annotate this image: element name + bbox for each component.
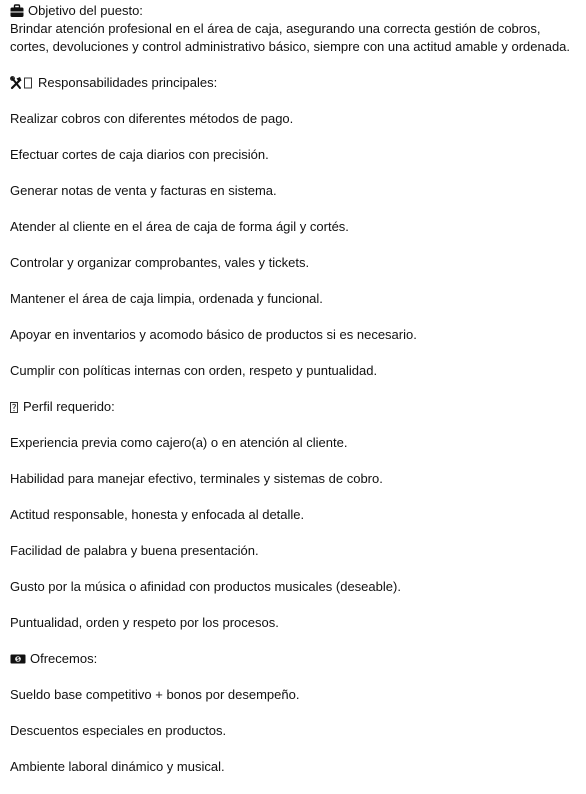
svg-text:$: $ [16,657,20,664]
list-item: Facilidad de palabra y buena presentación. [10,543,259,558]
list-item: Descuentos especiales en productos. [10,723,227,738]
responsibilities-heading-label: Responsabilidades principales: [38,75,218,90]
objective-text: Brindar atención profesional en el área de caja, asegurando una correcta gestión de cobros, cortes, devoluciones y control administrativo básico, siempre con una actitud amable y ordenada. [10,21,571,54]
list-item: Cumplir con políticas internas con orden, respeto y puntualidad. [10,363,378,378]
list-item: Realizar cobros con diferentes métodos de pago. [10,111,294,126]
tools-icon [10,76,34,90]
list-item: Atender al cliente en el área de caja de forma ágil y cortés. [10,219,349,234]
offer-list [10,686,576,776]
list-item: Puntualidad, orden y respeto por los procesos. [10,615,279,630]
list-item: Habilidad para manejar efectivo, terminales y sistemas de cobro. [10,471,383,486]
list-item: Experiencia previa como cajero(a) o en atención al cliente. [10,435,348,450]
profile-heading-label: Perfil requerido: [23,399,115,414]
responsibilities-list [10,110,576,380]
briefcase-icon [10,4,24,18]
objective-heading-label: Objetivo del puesto: [28,3,143,18]
objective-heading [10,2,576,20]
missing-glyph-icon [10,400,19,414]
list-item: Controlar y organizar comprobantes, vales y tickets. [10,255,310,270]
responsibilities-heading [10,74,576,92]
list-item: Ambiente laboral dinámico y musical. [10,759,225,774]
profile-list [10,434,576,632]
list-item: Efectuar cortes de caja diarios con precisión. [10,147,269,162]
list-item: Actitud responsable, honesta y enfocada al detalle. [10,507,305,522]
offer-heading-label: Ofrecemos: [30,651,98,666]
list-item: Generar notas de venta y facturas en sistema. [10,183,277,198]
list-item: Gusto por la música o afinidad con productos musicales (deseable). [10,579,401,594]
offer-heading [10,650,576,668]
profile-heading [10,398,576,416]
money-icon [10,652,26,666]
job-posting-document [10,2,576,776]
list-item: Sueldo base competitivo + bonos por desempeño. [10,687,300,702]
list-item: Mantener el área de caja limpia, ordenada y funcional. [10,291,323,306]
list-item: Apoyar en inventarios y acomodo básico de productos si es necesario. [10,327,417,342]
